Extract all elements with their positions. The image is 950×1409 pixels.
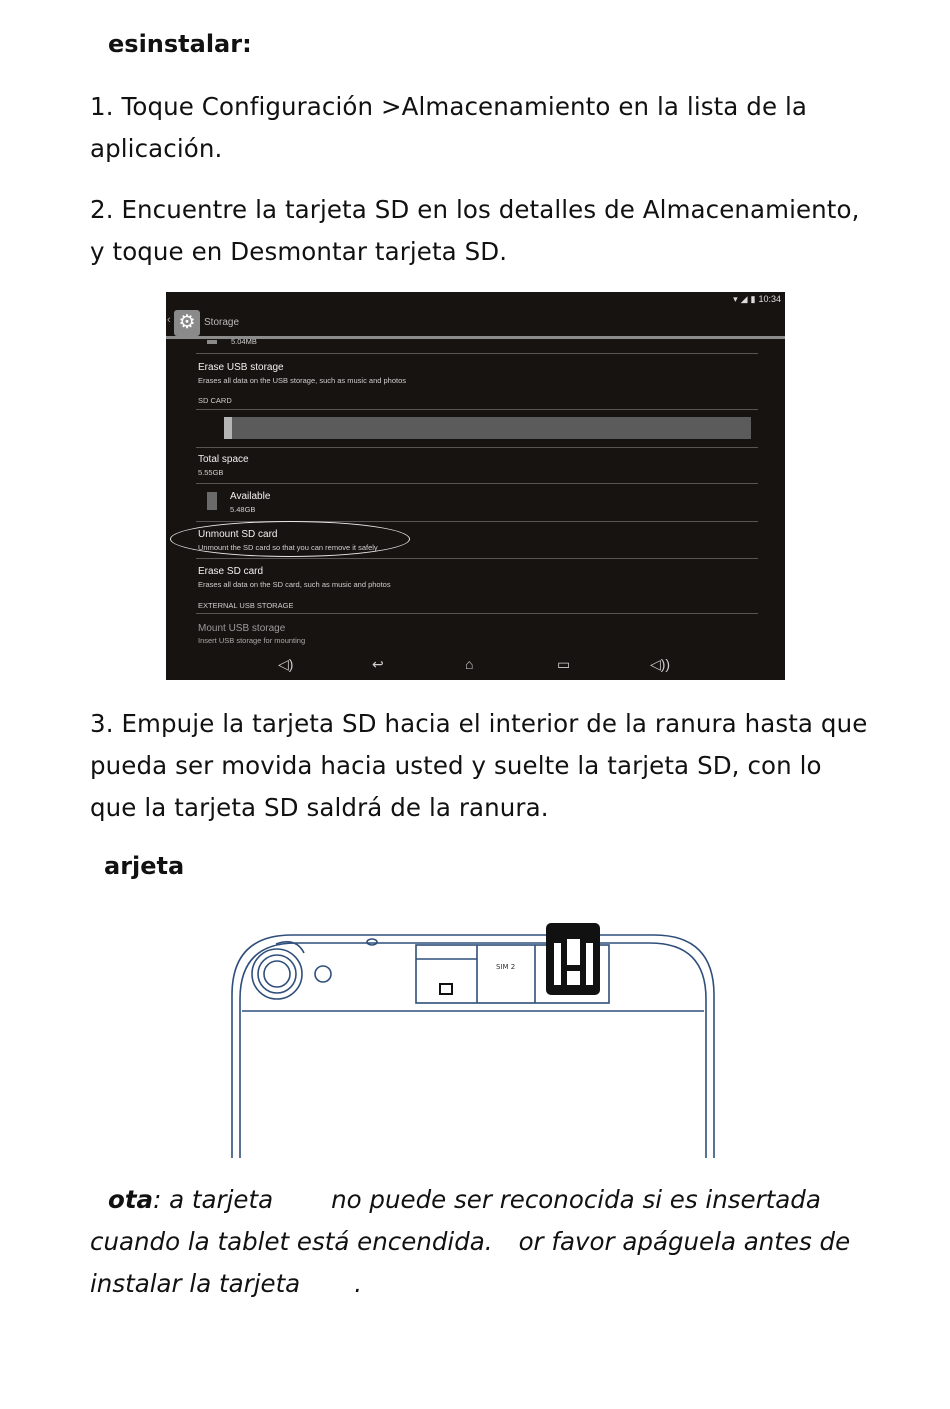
back-icon[interactable]: ↩: [372, 656, 384, 672]
available-value: 5.48GB: [230, 505, 256, 514]
divider: [196, 353, 758, 354]
sensor-dot: [315, 966, 331, 982]
mount-usb-subtitle: Insert USB storage for mounting: [198, 636, 306, 645]
unmount-sd-subtitle: Unmount the SD card so that you can remove it safely: [198, 543, 378, 552]
sd-card-section: SD CARD: [198, 396, 232, 405]
note-part-2: no puede ser reconocida si es insertada cuando la tablet está encendida.: [90, 1185, 821, 1256]
back-caret-icon: ‹: [167, 314, 171, 326]
unmount-sd-title: Unmount SD card: [198, 529, 278, 540]
tablet-inner-outline: [240, 943, 706, 1158]
divider: [196, 409, 758, 410]
tablet-outline: [232, 935, 714, 1158]
status-time: 10:34: [758, 294, 781, 304]
note-part-3: or favor apáguela antes de instalar la tarjeta: [90, 1227, 851, 1298]
step-2-text: 2. Encuentre la tarjeta SD en los detalles de Almacenamiento, y toque en Desmontar tarjeta SD.: [90, 195, 860, 266]
action-bar-title: Storage: [204, 317, 240, 328]
recent-apps-icon[interactable]: ▭: [557, 656, 571, 672]
total-space-title: Total space: [198, 454, 249, 465]
section-heading-card: arjeta: [104, 852, 185, 880]
home-icon[interactable]: ⌂: [465, 656, 474, 672]
total-space-value: 5.55GB: [198, 468, 224, 477]
note-paragraph: [90, 1179, 880, 1305]
settings-gear-icon: ⚙: [174, 310, 200, 336]
storage-settings-screenshot: [166, 292, 785, 680]
volume-down-icon[interactable]: ◁): [278, 656, 294, 672]
top-value: 5.04MB: [231, 337, 257, 346]
divider: [196, 483, 758, 484]
section-heading-uninstall: esinstalar:: [108, 30, 252, 58]
sd-usage-fill: [224, 417, 232, 439]
erase-sd-title: Erase SD card: [198, 566, 264, 577]
battery-icon: ▮: [750, 294, 756, 304]
available-title: Available: [230, 491, 271, 502]
signal-icon: ◢: [740, 294, 748, 304]
camera-lens-outer: [252, 949, 302, 999]
note-part-1: : a tarjeta: [153, 1185, 274, 1214]
earpiece-icon: [367, 939, 377, 945]
erase-sd-subtitle: Erases all data on the SD card, such as music and photos: [198, 580, 391, 589]
highlight-oval: [170, 521, 410, 557]
top-value-swatch: [207, 340, 217, 344]
divider: [196, 447, 758, 448]
note-bold: ota: [108, 1185, 154, 1214]
divider: [196, 613, 758, 614]
note-part-4: .: [354, 1269, 362, 1298]
sd-card-icon: [440, 984, 452, 994]
status-bar: [730, 294, 781, 305]
volume-up-icon[interactable]: ◁)): [650, 656, 671, 672]
step-1-text: 1. Toque Configuración >Almacenamiento en la lista de la aplicación.: [90, 92, 808, 163]
mount-usb-title: Mount USB storage: [198, 623, 286, 634]
available-swatch: [207, 492, 217, 510]
step-3-text: 3. Empuje la tarjeta SD hacia el interior de la ranura hasta que pueda ser movida hacia usted y suelte la tarjeta SD, con lo que la tarjeta SD saldrá de la ranura.: [90, 709, 868, 822]
camera-lens-inner: [264, 961, 290, 987]
wifi-icon: ▾: [733, 294, 738, 304]
tablet-slot-diagram: [224, 915, 724, 1160]
external-usb-section: EXTERNAL USB STORAGE: [198, 601, 294, 610]
sd-usage-bar: [224, 417, 751, 439]
sim-slot-label: SIM 2: [496, 963, 516, 971]
action-bar-divider: [166, 336, 785, 339]
erase-usb-subtitle: Erases all data on the USB storage, such as music and photos: [198, 376, 407, 385]
erase-usb-title: Erase USB storage: [198, 362, 284, 373]
divider: [196, 558, 758, 559]
